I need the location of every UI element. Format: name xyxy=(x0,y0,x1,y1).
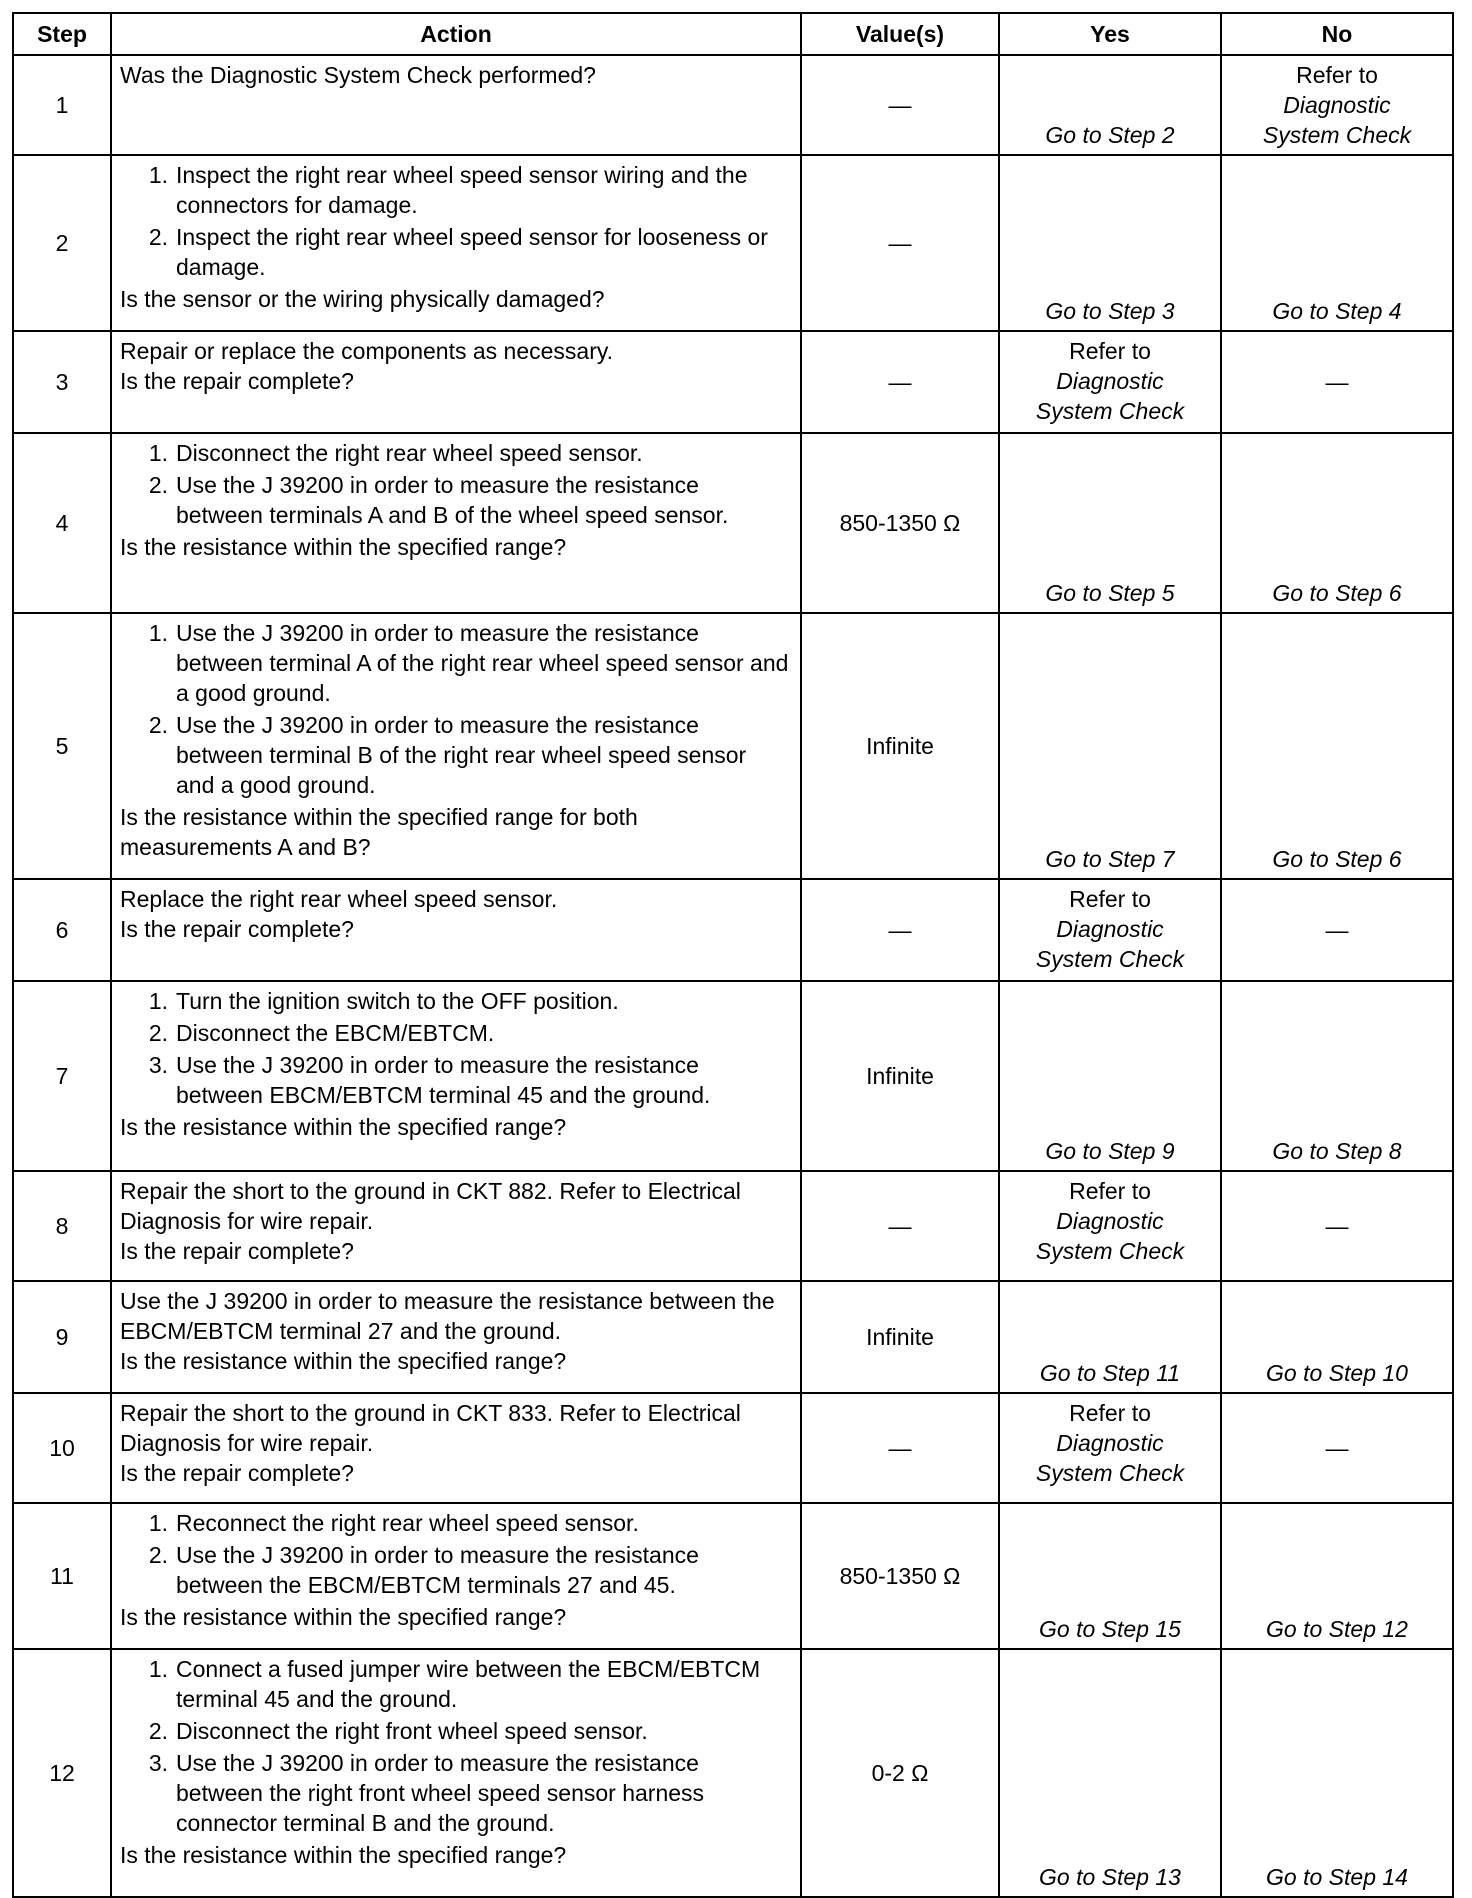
no-cell: — xyxy=(1221,1171,1453,1281)
yes-cell: Go to Step 13 xyxy=(999,1649,1221,1897)
action-item: Disconnect the right rear wheel speed sensor. xyxy=(176,440,643,466)
action-question: Is the sensor or the wiring physically damaged? xyxy=(120,286,605,312)
table-row xyxy=(13,879,1453,981)
ref-line: System Check xyxy=(1035,946,1185,972)
table-row xyxy=(13,981,1453,1171)
no-cell: — xyxy=(1221,331,1453,433)
step-number: 6 xyxy=(13,879,111,981)
action-item: Use the J 39200 in order to measure the resistance between the EBCM/EBTCM terminals 27 and 45. xyxy=(176,1542,699,1598)
header-no: No xyxy=(1221,13,1453,55)
value-cell: Infinite xyxy=(801,613,999,879)
table-row xyxy=(13,1171,1453,1281)
header-row xyxy=(13,13,1453,55)
action-item: Inspect the right rear wheel speed sensor for looseness or damage. xyxy=(176,224,768,280)
table-row xyxy=(13,1649,1453,1897)
yes-cell: Go to Step 15 xyxy=(999,1503,1221,1649)
action-question: Is the resistance within the specified range? xyxy=(120,1348,567,1374)
diagnostic-table xyxy=(12,12,1454,1898)
no-cell: Go to Step 10 xyxy=(1221,1281,1453,1393)
ref-line: Refer to xyxy=(1296,62,1378,88)
yes-cell: Go to Step 3 xyxy=(999,155,1221,331)
yes-cell xyxy=(999,879,1221,981)
value-cell: — xyxy=(801,331,999,433)
value-cell: 850-1350 Ω xyxy=(801,433,999,613)
action-question: Is the repair complete? xyxy=(120,1460,354,1486)
ref-line: System Check xyxy=(1035,1238,1185,1264)
action-item: Reconnect the right rear wheel speed sensor. xyxy=(176,1510,639,1536)
no-cell: Go to Step 4 xyxy=(1221,155,1453,331)
value-cell: — xyxy=(801,155,999,331)
ref-line: System Check xyxy=(1035,398,1185,424)
step-number: 1 xyxy=(13,55,111,155)
action-item: Disconnect the right front wheel speed sensor. xyxy=(176,1718,648,1744)
header-value: Value(s) xyxy=(801,13,999,55)
action-cell xyxy=(111,1393,801,1503)
action-text: Repair or replace the components as necessary. xyxy=(120,338,614,364)
action-item: Turn the ignition switch to the OFF position. xyxy=(176,988,619,1014)
table-row xyxy=(13,155,1453,331)
ref-line: Refer to xyxy=(1069,1178,1151,1204)
ref-line: Diagnostic xyxy=(1056,916,1164,942)
step-number: 10 xyxy=(13,1393,111,1503)
action-question: Is the repair complete? xyxy=(120,1238,354,1264)
step-number: 5 xyxy=(13,613,111,879)
action-item: Use the J 39200 in order to measure the resistance between terminal A of the right rear wheel speed sensor and a good ground. xyxy=(176,620,789,706)
value-cell: — xyxy=(801,1171,999,1281)
value-cell: — xyxy=(801,55,999,155)
header-action: Action xyxy=(111,13,801,55)
action-item: Connect a fused jumper wire between the EBCM/EBTCM terminal 45 and the ground. xyxy=(176,1656,761,1712)
ref-line: System Check xyxy=(1262,122,1412,148)
step-number: 4 xyxy=(13,433,111,613)
table-row xyxy=(13,55,1453,155)
action-cell xyxy=(111,55,801,155)
action-text: Replace the right rear wheel speed sensor. xyxy=(120,886,558,912)
action-cell: 1. Connect a fused jumper wire between the EBCM/EBTCM terminal 45 and the ground. 2. Disconnect the right front wheel speed sensor. 3. Use the J 39200 in order to measure the resistance between the right front wheel speed sensor harness connector terminal B and the ground. Is the resistance within the specified range? xyxy=(111,1649,801,1897)
yes-cell xyxy=(999,1393,1221,1503)
ref-line: Refer to xyxy=(1069,1400,1151,1426)
action-item: Disconnect the EBCM/EBTCM. xyxy=(176,1020,495,1046)
header-step: Step xyxy=(13,13,111,55)
action-item: Use the J 39200 in order to measure the resistance between terminal B of the right rear wheel speed sensor and a good ground. xyxy=(176,712,747,798)
action-question: Is the repair complete? xyxy=(120,368,354,394)
table-row xyxy=(13,1503,1453,1649)
action-question: Is the resistance within the specified range? xyxy=(120,1114,567,1140)
no-cell: — xyxy=(1221,1393,1453,1503)
action-cell xyxy=(111,331,801,433)
action-text: Use the J 39200 in order to measure the resistance between the EBCM/EBTCM terminal 27 and the ground. xyxy=(120,1288,775,1344)
action-item: Use the J 39200 in order to measure the resistance between EBCM/EBTCM terminal 45 and the ground. xyxy=(176,1052,711,1108)
table-row xyxy=(13,1281,1453,1393)
table-row xyxy=(13,433,1453,613)
step-number: 7 xyxy=(13,981,111,1171)
no-cell: Go to Step 8 xyxy=(1221,981,1453,1171)
action-question: Is the resistance within the specified range? xyxy=(120,1604,567,1630)
yes-cell: Go to Step 7 xyxy=(999,613,1221,879)
yes-cell: Go to Step 5 xyxy=(999,433,1221,613)
step-number: 3 xyxy=(13,331,111,433)
yes-cell xyxy=(999,1171,1221,1281)
table-row xyxy=(13,331,1453,433)
no-cell: — xyxy=(1221,879,1453,981)
yes-cell xyxy=(999,331,1221,433)
action-cell: 1. Use the J 39200 in order to measure the resistance between terminal A of the right rear wheel speed sensor and a good ground. 2. Use the J 39200 in order to measure the resistance between terminal B of the right rear wheel speed sensor and a good ground. Is the resistance within the specified range for both measurements A and B? xyxy=(111,613,801,879)
no-cell: Go to Step 6 xyxy=(1221,433,1453,613)
step-number: 11 xyxy=(13,1503,111,1649)
action-cell: 1. Disconnect the right rear wheel speed sensor. 2. Use the J 39200 in order to measure the resistance between terminals A and B of the wheel speed sensor. Is the resistance within the specified range? xyxy=(111,433,801,613)
action-item: Use the J 39200 in order to measure the resistance between terminals A and B of the wheel speed sensor. xyxy=(176,472,729,528)
value-cell: — xyxy=(801,1393,999,1503)
ref-line: System Check xyxy=(1035,1460,1185,1486)
action-text: Repair the short to the ground in CKT 882. Refer to Electrical Diagnosis for wire repair. xyxy=(120,1178,741,1234)
action-question: Is the resistance within the specified range? xyxy=(120,1842,567,1868)
action-cell: 1. Turn the ignition switch to the OFF position. 2. Disconnect the EBCM/EBTCM. 3. Use the J 39200 in order to measure the resistance between EBCM/EBTCM terminal 45 and the ground. Is the resistance within the specified range? xyxy=(111,981,801,1171)
yes-cell: Go to Step 9 xyxy=(999,981,1221,1171)
step-number: 8 xyxy=(13,1171,111,1281)
step-number: 12 xyxy=(13,1649,111,1897)
no-cell xyxy=(1221,55,1453,155)
action-question: Is the resistance within the specified range? xyxy=(120,534,567,560)
value-cell: 850-1350 Ω xyxy=(801,1503,999,1649)
value-cell: Infinite xyxy=(801,981,999,1171)
action-item: Inspect the right rear wheel speed sensor wiring and the connectors for damage. xyxy=(176,162,748,218)
header-yes: Yes xyxy=(999,13,1221,55)
action-text: Was the Diagnostic System Check performed? xyxy=(120,62,596,88)
action-cell: 1. Inspect the right rear wheel speed sensor wiring and the connectors for damage. 2. Inspect the right rear wheel speed sensor for looseness or damage. Is the sensor or the wiring physically damaged? xyxy=(111,155,801,331)
action-item: Use the J 39200 in order to measure the resistance between the right front wheel speed sensor harness connector terminal B and the ground. xyxy=(176,1750,705,1836)
value-cell: — xyxy=(801,879,999,981)
step-number: 9 xyxy=(13,1281,111,1393)
no-cell: Go to Step 6 xyxy=(1221,613,1453,879)
action-question: Is the repair complete? xyxy=(120,916,354,942)
action-cell: 1. Reconnect the right rear wheel speed sensor. 2. Use the J 39200 in order to measure the resistance between the EBCM/EBTCM terminals 27 and 45. Is the resistance within the specified range? xyxy=(111,1503,801,1649)
table-row xyxy=(13,1393,1453,1503)
ref-line: Diagnostic xyxy=(1056,1208,1164,1234)
action-cell xyxy=(111,879,801,981)
yes-cell: Go to Step 11 xyxy=(999,1281,1221,1393)
step-number: 2 xyxy=(13,155,111,331)
table-row xyxy=(13,613,1453,879)
action-question: Is the resistance within the specified range for both measurements A and B? xyxy=(120,804,638,860)
ref-line: Refer to xyxy=(1069,338,1151,364)
value-cell: 0-2 Ω xyxy=(801,1649,999,1897)
ref-line: Diagnostic xyxy=(1283,92,1391,118)
value-cell: Infinite xyxy=(801,1281,999,1393)
ref-line: Diagnostic xyxy=(1056,1430,1164,1456)
no-cell: Go to Step 12 xyxy=(1221,1503,1453,1649)
ref-line: Diagnostic xyxy=(1056,368,1164,394)
action-text: Repair the short to the ground in CKT 833. Refer to Electrical Diagnosis for wire repair. xyxy=(120,1400,741,1456)
yes-cell: Go to Step 2 xyxy=(999,55,1221,155)
no-cell: Go to Step 14 xyxy=(1221,1649,1453,1897)
action-cell xyxy=(111,1171,801,1281)
ref-line: Refer to xyxy=(1069,886,1151,912)
action-cell xyxy=(111,1281,801,1393)
